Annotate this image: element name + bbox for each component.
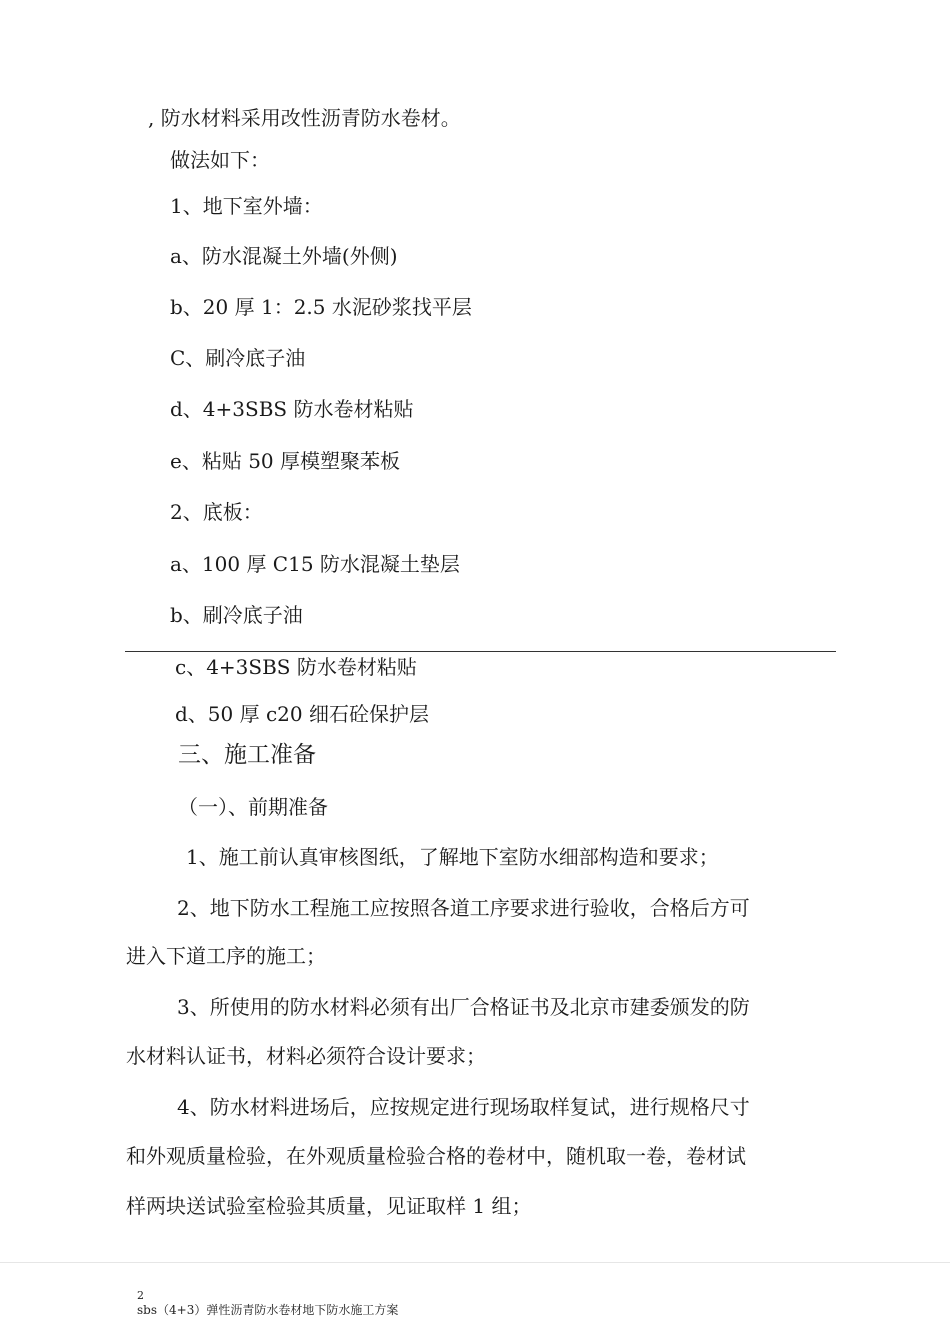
section1-item-d: d、4+3SBS 防水卷材粘贴 xyxy=(170,397,414,421)
footer-divider xyxy=(0,1262,950,1263)
section1-item-e: e、粘贴 50 厚模塑聚苯板 xyxy=(170,449,400,473)
section2-item-a: a、100 厚 C15 防水混凝土垫层 xyxy=(170,552,460,576)
page-divider xyxy=(125,651,836,652)
paragraph-3-line-2: 水材料认证书，材料必须符合设计要求； xyxy=(126,1044,486,1068)
footer-title: sbs（4+3）弹性沥青防水卷材地下防水施工方案 xyxy=(137,1303,399,1317)
paragraph-2-line-1: 2、地下防水工程施工应按照各道工序要求进行验收，合格后方可 xyxy=(177,896,750,920)
intro-text: , 防水材料采用改性沥青防水卷材。 xyxy=(148,106,461,130)
method-heading: 做法如下： xyxy=(170,148,270,172)
paragraph-3-line-1: 3、所使用的防水材料必须有出厂合格证书及北京市建委颁发的防 xyxy=(177,995,750,1019)
section1-item-a: a、防水混凝土外墙(外侧) xyxy=(170,244,398,268)
section2-item-c: c、4+3SBS 防水卷材粘贴 xyxy=(175,655,417,679)
section3-heading: 三、施工准备 xyxy=(178,742,316,768)
section2-item-b: b、刷冷底子油 xyxy=(170,603,303,627)
paragraph-4-line-3: 样两块送试验室检验其质量，见证取样 1 组； xyxy=(126,1194,532,1218)
section1-item-c: C、刷冷底子油 xyxy=(170,346,306,370)
section2-item-d: d、50 厚 c20 细石砼保护层 xyxy=(175,702,429,726)
section1-title: 1、地下室外墙： xyxy=(170,194,323,218)
subsection1-heading: （一）、前期准备 xyxy=(178,795,328,819)
paragraph-1: 1、施工前认真审核图纸，了解地下室防水细部构造和要求； xyxy=(186,845,719,869)
section2-title: 2、底板： xyxy=(170,500,263,524)
paragraph-4-line-1: 4、防水材料进场后，应按规定进行现场取样复试，进行规格尺寸 xyxy=(177,1095,750,1119)
paragraph-2-line-2: 进入下道工序的施工； xyxy=(126,944,326,968)
paragraph-4-line-2: 和外观质量检验，在外观质量检验合格的卷材中，随机取一卷，卷材试 xyxy=(126,1144,746,1168)
section1-item-b: b、20 厚 1：2.5 水泥砂浆找平层 xyxy=(170,295,472,319)
page-number: 2 xyxy=(137,1289,144,1302)
